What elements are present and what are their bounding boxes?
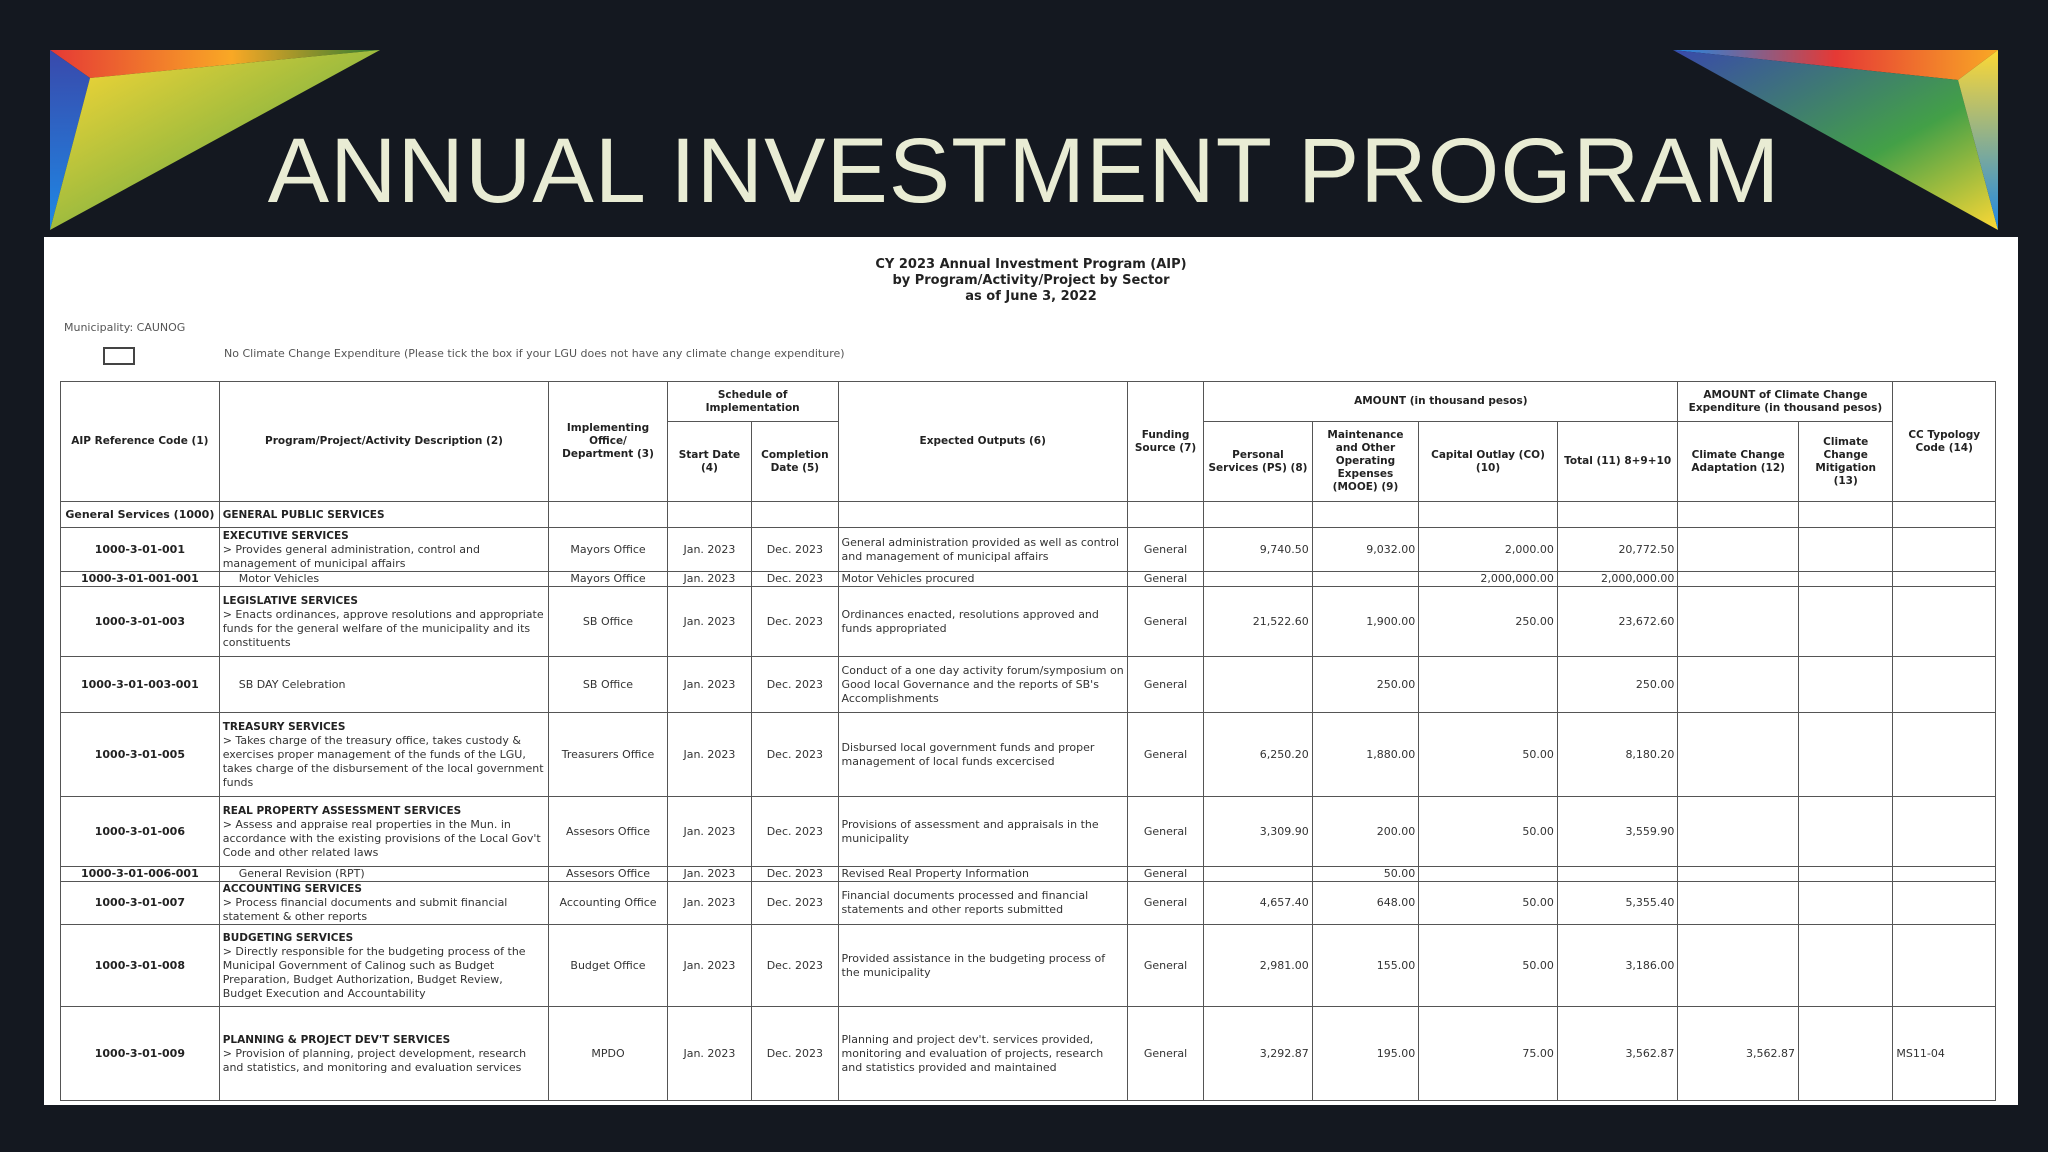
row-ps: 21,522.60 [1204,587,1313,657]
row-funding-source: General [1127,572,1203,587]
row-co: 75.00 [1419,1007,1558,1101]
row-section-title: REAL PROPERTY ASSESSMENT SERVICES [222,804,462,817]
row-funding-source: General [1127,1007,1203,1101]
table-row [61,587,1996,657]
row-office: Assesors Office [549,867,668,882]
row-description-text: > Provision of planning, project development, research and statistics, and monitoring and evaluation services [222,1046,527,1074]
row-ref-code: 1000-3-01-007 [61,882,220,925]
header-amount: AMOUNT (in thousand pesos) [1204,382,1678,422]
row-mooe: 155.00 [1312,925,1418,1007]
document-title [44,257,2018,305]
sector-row [61,502,1996,528]
row-description-text: > Assess and appraise real properties in the Mun. in accordance with the existing provisions of the Local Gov't Code and other related laws [222,817,541,859]
row-description-text: > Provides general administration, control and management of municipal affairs [222,542,480,570]
header-completion-date: Completion Date (5) [752,422,838,502]
row-total: 2,000,000.00 [1557,572,1678,587]
row-mooe: 1,900.00 [1312,587,1418,657]
row-section-title: EXECUTIVE SERVICES [222,529,349,542]
header-funding: Funding Source (7) [1127,382,1203,502]
row-expected-output: General administration provided as well as control and management of municipal affairs [838,528,1127,572]
row-mooe: 1,880.00 [1312,713,1418,797]
row-description [219,797,549,867]
row-description [219,713,549,797]
row-ps: 3,292.87 [1204,1007,1313,1101]
row-start-date: Jan. 2023 [667,587,751,657]
row-expected-output: Ordinances enacted, resolutions approved and funds appropriated [838,587,1127,657]
row-description-text: General Revision (RPT) [238,867,365,880]
row-ccm [1798,882,1892,925]
row-ps: 9,740.50 [1204,528,1313,572]
row-completion-date: Dec. 2023 [752,587,838,657]
row-funding-source: General [1127,713,1203,797]
row-expected-output: Provided assistance in the budgeting process of the municipality [838,925,1127,1007]
row-expected-output: Planning and project dev't. services provided, monitoring and evaluation of projects, research and statistics provided and maintained [838,1007,1127,1101]
row-ref-code: 1000-3-01-003 [61,587,220,657]
row-section-title: TREASURY SERVICES [222,720,346,733]
row-description [219,572,549,587]
row-start-date: Jan. 2023 [667,528,751,572]
row-section-title: LEGISLATIVE SERVICES [222,594,358,607]
row-typology [1893,572,1996,587]
row-description [219,1007,549,1101]
row-description [219,867,549,882]
table-row [61,925,1996,1007]
row-mooe: 250.00 [1312,657,1418,713]
row-office: Assesors Office [549,797,668,867]
row-office: Budget Office [549,925,668,1007]
row-total [1557,867,1678,882]
row-ps: 3,309.90 [1204,797,1313,867]
document-title-line: CY 2023 Annual Investment Program (AIP) [875,257,1187,272]
row-cca [1678,925,1799,1007]
header-office: Implementing Office/ Department (3) [549,382,668,502]
row-cca [1678,572,1799,587]
row-funding-source: General [1127,797,1203,867]
row-office: SB Office [549,587,668,657]
header-typology: CC Typology Code (14) [1893,382,1996,502]
row-co: 2,000,000.00 [1419,572,1558,587]
row-total: 3,186.00 [1557,925,1678,1007]
row-funding-source: General [1127,657,1203,713]
row-description-text: Motor Vehicles [238,572,320,585]
row-office: Accounting Office [549,882,668,925]
row-expected-output: Financial documents processed and financial statements and other reports submitted [838,882,1127,925]
header-outputs: Expected Outputs (6) [838,382,1127,502]
row-description [219,925,549,1007]
row-description-text: > Enacts ordinances, approve resolutions and appropriate funds for the general welfare of the municipality and its constituents [222,607,544,649]
row-cca [1678,882,1799,925]
sector-label: GENERAL PUBLIC SERVICES [219,502,549,528]
row-description [219,528,549,572]
row-completion-date: Dec. 2023 [752,925,838,1007]
header-mooe: Maintenance and Other Operating Expenses (MOOE) (9) [1312,422,1418,502]
row-ccm [1798,713,1892,797]
row-description [219,657,549,713]
row-completion-date: Dec. 2023 [752,797,838,867]
row-ref-code: 1000-3-01-001 [61,528,220,572]
row-mooe [1312,572,1418,587]
row-total: 8,180.20 [1557,713,1678,797]
header-cca: Climate Change Adaptation (12) [1678,422,1799,502]
row-cca [1678,528,1799,572]
aip-table [60,381,1996,1101]
row-ccm [1798,528,1892,572]
row-ref-code: 1000-3-01-005 [61,713,220,797]
row-cca [1678,867,1799,882]
row-total: 5,355.40 [1557,882,1678,925]
row-ps [1204,867,1313,882]
row-co: 2,000.00 [1419,528,1558,572]
row-typology [1893,528,1996,572]
row-ps [1204,572,1313,587]
row-total: 23,672.60 [1557,587,1678,657]
header-schedule: Schedule of Implementation [667,382,838,422]
row-co: 50.00 [1419,797,1558,867]
municipality-label: Municipality: CAUNOG [64,321,186,334]
row-expected-output: Motor Vehicles procured [838,572,1127,587]
row-completion-date: Dec. 2023 [752,713,838,797]
row-cca: 3,562.87 [1678,1007,1799,1101]
row-ccm [1798,867,1892,882]
header-total: Total (11) 8+9+10 [1557,422,1678,502]
table-row [61,528,1996,572]
row-co: 50.00 [1419,925,1558,1007]
row-office: Mayors Office [549,528,668,572]
no-climate-change-checkbox[interactable] [103,347,135,365]
row-completion-date: Dec. 2023 [752,1007,838,1101]
row-mooe: 648.00 [1312,882,1418,925]
row-cca [1678,657,1799,713]
row-total: 20,772.50 [1557,528,1678,572]
header-co: Capital Outlay (CO) (10) [1419,422,1558,502]
row-co [1419,657,1558,713]
row-expected-output: Conduct of a one day activity forum/symposium on Good local Governance and the reports of SB's Accomplishments [838,657,1127,713]
row-ccm [1798,572,1892,587]
row-ps: 6,250.20 [1204,713,1313,797]
row-funding-source: General [1127,925,1203,1007]
document-title-line: as of June 3, 2022 [965,289,1097,304]
row-start-date: Jan. 2023 [667,797,751,867]
row-start-date: Jan. 2023 [667,882,751,925]
row-ref-code: 1000-3-01-006 [61,797,220,867]
table-row [61,572,1996,587]
row-description-text: SB DAY Celebration [238,677,346,691]
table-row [61,867,1996,882]
row-office: SB Office [549,657,668,713]
table-row [61,657,1996,713]
row-ref-code: 1000-3-01-001-001 [61,572,220,587]
row-cca [1678,797,1799,867]
row-office: Mayors Office [549,572,668,587]
header-description: Program/Project/Activity Description (2) [219,382,549,502]
row-ps [1204,657,1313,713]
row-ps: 2,981.00 [1204,925,1313,1007]
row-typology [1893,797,1996,867]
row-total: 250.00 [1557,657,1678,713]
row-office: MPDO [549,1007,668,1101]
row-total: 3,559.90 [1557,797,1678,867]
row-funding-source: General [1127,867,1203,882]
row-ref-code: 1000-3-01-003-001 [61,657,220,713]
row-total: 3,562.87 [1557,1007,1678,1101]
row-co: 250.00 [1419,587,1558,657]
row-typology [1893,882,1996,925]
row-cca [1678,713,1799,797]
row-office: Treasurers Office [549,713,668,797]
header-start-date: Start Date (4) [667,422,751,502]
row-start-date: Jan. 2023 [667,657,751,713]
slide-title: ANNUAL INVESTMENT PROGRAM [267,120,1781,222]
row-mooe: 9,032.00 [1312,528,1418,572]
row-typology [1893,925,1996,1007]
row-co: 50.00 [1419,713,1558,797]
row-typology [1893,713,1996,797]
row-section-title: PLANNING & PROJECT DEV'T SERVICES [222,1033,451,1046]
row-section-title: ACCOUNTING SERVICES [222,883,362,895]
header-cc-amount: AMOUNT of Climate Change Expenditure (in thousand pesos) [1678,382,1893,422]
row-mooe: 195.00 [1312,1007,1418,1101]
aip-document [44,237,2018,1105]
table-row [61,713,1996,797]
row-description-text: > Takes charge of the treasury office, takes custody & exercises proper management of the funds of the LGU, takes charge of the disbursement of the local government funds [222,733,544,789]
row-description-text: > Directly responsible for the budgeting process of the Municipal Government of Calinog such as Budget Preparation, Budget Authorization, Budget Review, Budget Execution and Accountability [222,944,526,1000]
row-start-date: Jan. 2023 [667,572,751,587]
row-completion-date: Dec. 2023 [752,657,838,713]
row-expected-output: Disbursed local government funds and proper management of local funds excercised [838,713,1127,797]
header-ccm: Climate Change Mitigation (13) [1798,422,1892,502]
row-description [219,882,549,925]
row-funding-source: General [1127,528,1203,572]
row-expected-output: Revised Real Property Information [838,867,1127,882]
row-section-title: BUDGETING SERVICES [222,931,354,944]
row-ref-code: 1000-3-01-006-001 [61,867,220,882]
row-typology: MS11-04 [1893,1007,1996,1101]
sector-code: General Services (1000) [61,502,220,528]
row-ccm [1798,587,1892,657]
row-ccm [1798,925,1892,1007]
row-start-date: Jan. 2023 [667,713,751,797]
row-ps: 4,657.40 [1204,882,1313,925]
table-row [61,797,1996,867]
row-typology [1893,587,1996,657]
row-mooe: 50.00 [1312,867,1418,882]
table-row [61,1007,1996,1101]
row-typology [1893,657,1996,713]
row-funding-source: General [1127,882,1203,925]
document-title-line: by Program/Activity/Project by Sector [892,273,1170,288]
row-completion-date: Dec. 2023 [752,528,838,572]
header-ps: Personal Services (PS) (8) [1204,422,1313,502]
table-row [61,882,1996,925]
header-ref-code: AIP Reference Code (1) [61,382,220,502]
row-ccm [1798,657,1892,713]
row-ref-code: 1000-3-01-009 [61,1007,220,1101]
row-ref-code: 1000-3-01-008 [61,925,220,1007]
row-start-date: Jan. 2023 [667,925,751,1007]
row-co: 50.00 [1419,882,1558,925]
climate-change-note: No Climate Change Expenditure (Please tick the box if your LGU does not have any climate change expenditure) [224,347,845,360]
row-ccm [1798,797,1892,867]
row-cca [1678,587,1799,657]
row-expected-output: Provisions of assessment and appraisals in the municipality [838,797,1127,867]
row-funding-source: General [1127,587,1203,657]
row-start-date: Jan. 2023 [667,867,751,882]
row-mooe: 200.00 [1312,797,1418,867]
row-description-text: > Process financial documents and submit financial statement & other reports [222,896,508,923]
row-completion-date: Dec. 2023 [752,572,838,587]
row-start-date: Jan. 2023 [667,1007,751,1101]
row-co [1419,867,1558,882]
row-description [219,587,549,657]
row-completion-date: Dec. 2023 [752,867,838,882]
row-completion-date: Dec. 2023 [752,882,838,925]
row-ccm [1798,1007,1892,1101]
row-typology [1893,867,1996,882]
